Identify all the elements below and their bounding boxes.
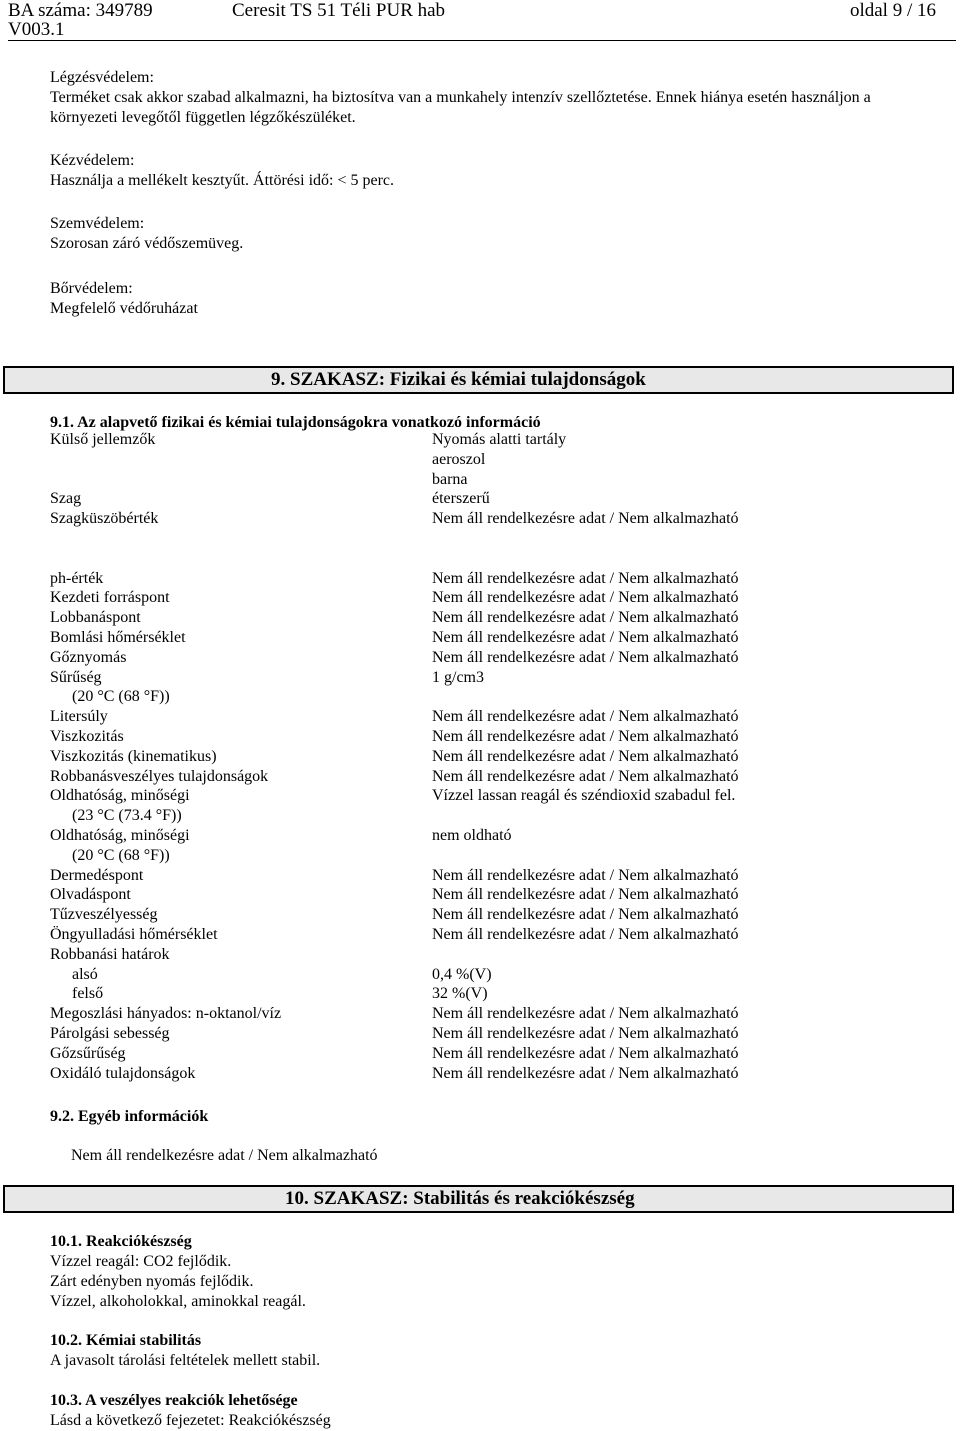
property-row [50, 925, 930, 945]
section-9-title: 9. SZAKASZ: Fizikai és kémiai tulajdonságok [271, 369, 646, 390]
property-name: Sűrűség [50, 668, 102, 686]
reactivity-line-1: Vízzel reagál: CO2 fejlődik. [50, 1253, 232, 1270]
property-name: Dermedéspont [50, 866, 144, 884]
property-name: Oldhatóság, minőségi [50, 826, 190, 844]
property-value: aeroszol [432, 450, 486, 468]
hand-text: Használja a mellékelt kesztyűt. Áttörési idő: < 5 perc. [50, 172, 395, 189]
property-name: Gőznyomás [50, 648, 127, 666]
property-name: Robbanási határok [50, 945, 170, 963]
chemical-stability-block [50, 1331, 950, 1371]
respiratory-text-2: környezeti levegőtől független légzőkészüléket. [50, 109, 356, 126]
property-row [50, 1024, 930, 1044]
property-name: Szagküszöbérték [50, 510, 159, 528]
property-value: Nem áll rendelkezésre adat / Nem alkalmazható [432, 1005, 739, 1023]
property-value: Nem áll rendelkezésre adat / Nem alkalmazható [432, 569, 739, 587]
reactivity-line-2: Zárt edényben nyomás fejlődik. [50, 1273, 254, 1290]
property-name: Bomlási hőmérséklet [50, 628, 186, 646]
hand-protection [50, 151, 950, 191]
property-row [50, 470, 930, 490]
reactivity-line-3: Vízzel, alkoholokkal, aminokkal reagál. [50, 1293, 306, 1310]
property-name: Olvadáspont [50, 886, 131, 904]
skin-protection [50, 279, 950, 319]
property-name: ph-érték [50, 569, 104, 587]
respiratory-label: Légzésvédelem: [50, 69, 154, 86]
property-name: Viszkozitás [50, 727, 124, 745]
subsection-9-2-heading: 9.2. Egyéb információk [50, 1108, 209, 1125]
property-row [50, 549, 930, 569]
property-row [50, 1064, 930, 1084]
property-row [50, 984, 930, 1004]
property-value: Nem áll rendelkezésre adat / Nem alkalmazható [432, 906, 739, 924]
property-row [50, 767, 930, 787]
skin-label: Bőrvédelem: [50, 280, 133, 297]
property-value: Nem áll rendelkezésre adat / Nem alkalmazható [432, 1024, 739, 1042]
property-value: Nem áll rendelkezésre adat / Nem alkalmazható [432, 589, 739, 607]
section-9-banner [3, 366, 954, 394]
subsection-9-1-heading: 9.1. Az alapvető fizikai és kémiai tulajdonságokra vonatkozó információ [50, 414, 541, 431]
property-row [50, 965, 930, 985]
respiratory-text-1: Terméket csak akkor szabad alkalmazni, ha biztosítva van a munkahely intenzív szellőztetése. Ennek hiánya esetén használjon a [50, 89, 871, 106]
property-name: (23 °C (73.4 °F)) [72, 807, 182, 825]
property-row [50, 786, 930, 806]
property-row [50, 885, 930, 905]
property-name: Gőzsűrűség [50, 1044, 126, 1062]
property-value: 32 %(V) [432, 985, 488, 1003]
property-name: Lobbanáspont [50, 609, 141, 627]
header-divider [8, 40, 956, 41]
section-10-banner [3, 1185, 954, 1213]
chemical-stability-heading: 10.2. Kémiai stabilitás [50, 1332, 202, 1349]
property-value: nem oldható [432, 826, 512, 844]
property-value: Nem áll rendelkezésre adat / Nem alkalmazható [432, 708, 739, 726]
property-row [50, 846, 930, 866]
property-value: Nem áll rendelkezésre adat / Nem alkalmazható [432, 1044, 739, 1062]
property-value: Nem áll rendelkezésre adat / Nem alkalmazható [432, 510, 739, 528]
doc-id: BA száma: 349789 [8, 0, 153, 21]
property-row [50, 668, 930, 688]
property-name: Öngyulladási hőmérséklet [50, 925, 218, 943]
property-name: (20 °C (68 °F)) [72, 688, 170, 706]
product-name: Ceresit TS 51 Téli PUR hab [232, 0, 446, 21]
property-row [50, 687, 930, 707]
property-row [50, 1044, 930, 1064]
property-value: Nem áll rendelkezésre adat / Nem alkalmazható [432, 609, 739, 627]
property-value: Nem áll rendelkezésre adat / Nem alkalmazható [432, 648, 739, 666]
property-row [50, 826, 930, 846]
property-row [50, 489, 930, 509]
property-row [50, 628, 930, 648]
property-value: 0,4 %(V) [432, 965, 492, 983]
property-value: 1 g/cm3 [432, 668, 484, 686]
property-row [50, 450, 930, 470]
property-row [50, 866, 930, 886]
chemical-stability-text: A javasolt tárolási feltételek mellett stabil. [50, 1352, 321, 1369]
property-name: Kezdeti forráspont [50, 589, 170, 607]
property-name: Külső jellemzők [50, 431, 156, 448]
property-value: Nem áll rendelkezésre adat / Nem alkalmazható [432, 1064, 739, 1082]
property-name: Megoszlási hányados: n-oktanol/víz [50, 1005, 282, 1023]
property-name: Szag [50, 490, 82, 508]
hazardous-reactions-text: Lásd a következő fejezetet: Reakciókészség [50, 1412, 331, 1429]
hand-label: Kézvédelem: [50, 152, 135, 169]
property-row [50, 608, 930, 628]
property-name: Robbanásveszélyes tulajdonságok [50, 767, 269, 785]
property-name: alsó [72, 965, 98, 983]
reactivity-block [50, 1232, 950, 1312]
eye-text: Szorosan záró védőszemüveg. [50, 235, 244, 252]
eye-protection [50, 214, 950, 254]
property-row [50, 747, 930, 767]
property-name: (20 °C (68 °F)) [72, 846, 170, 864]
hazardous-reactions-block [50, 1391, 950, 1431]
properties-table [50, 430, 930, 1083]
property-row [50, 806, 930, 826]
property-row [50, 529, 930, 549]
property-name: Párolgási sebesség [50, 1024, 170, 1042]
property-name: Oldhatóság, minőségi [50, 787, 190, 805]
hazardous-reactions-heading: 10.3. A veszélyes reakciók lehetősége [50, 1392, 298, 1409]
property-name: felső [72, 985, 104, 1003]
property-value: Nem áll rendelkezésre adat / Nem alkalmazható [432, 747, 739, 765]
respiratory-protection [50, 68, 950, 128]
reactivity-heading: 10.1. Reakciókészség [50, 1233, 192, 1250]
property-value: Vízzel lassan reagál és széndioxid szabadul fel. [432, 787, 736, 805]
property-value: éterszerű [432, 490, 490, 508]
property-row [50, 569, 930, 589]
property-name: Litersúly [50, 708, 108, 726]
property-row [50, 905, 930, 925]
property-value: Nyomás alatti tartály [432, 431, 567, 448]
property-value: Nem áll rendelkezésre adat / Nem alkalmazható [432, 886, 739, 904]
property-value: Nem áll rendelkezésre adat / Nem alkalmazható [432, 925, 739, 943]
version: V003.1 [8, 19, 65, 40]
property-value: barna [432, 470, 468, 488]
eye-label: Szemvédelem: [50, 215, 145, 232]
property-value: Nem áll rendelkezésre adat / Nem alkalmazható [432, 727, 739, 745]
property-row [50, 509, 930, 529]
skin-text: Megfelelő védőruházat [50, 300, 198, 317]
property-row [50, 727, 930, 747]
property-name: Oxidáló tulajdonságok [50, 1064, 196, 1082]
property-row [50, 707, 930, 727]
property-row [50, 1004, 930, 1024]
property-row [50, 588, 930, 608]
page-number: oldal 9 / 16 [849, 0, 936, 21]
property-row [50, 945, 930, 965]
property-row [50, 430, 930, 450]
subsection-9-2-text: Nem áll rendelkezésre adat / Nem alkalmazható [71, 1147, 378, 1164]
property-value: Nem áll rendelkezésre adat / Nem alkalmazható [432, 767, 739, 785]
section-10-title: 10. SZAKASZ: Stabilitás és reakciókészség [285, 1188, 635, 1209]
property-row [50, 648, 930, 668]
property-name: Tűzveszélyesség [50, 906, 158, 924]
property-value: Nem áll rendelkezésre adat / Nem alkalmazható [432, 628, 739, 646]
property-name: Viszkozitás (kinematikus) [50, 747, 217, 765]
property-value: Nem áll rendelkezésre adat / Nem alkalmazható [432, 866, 739, 884]
